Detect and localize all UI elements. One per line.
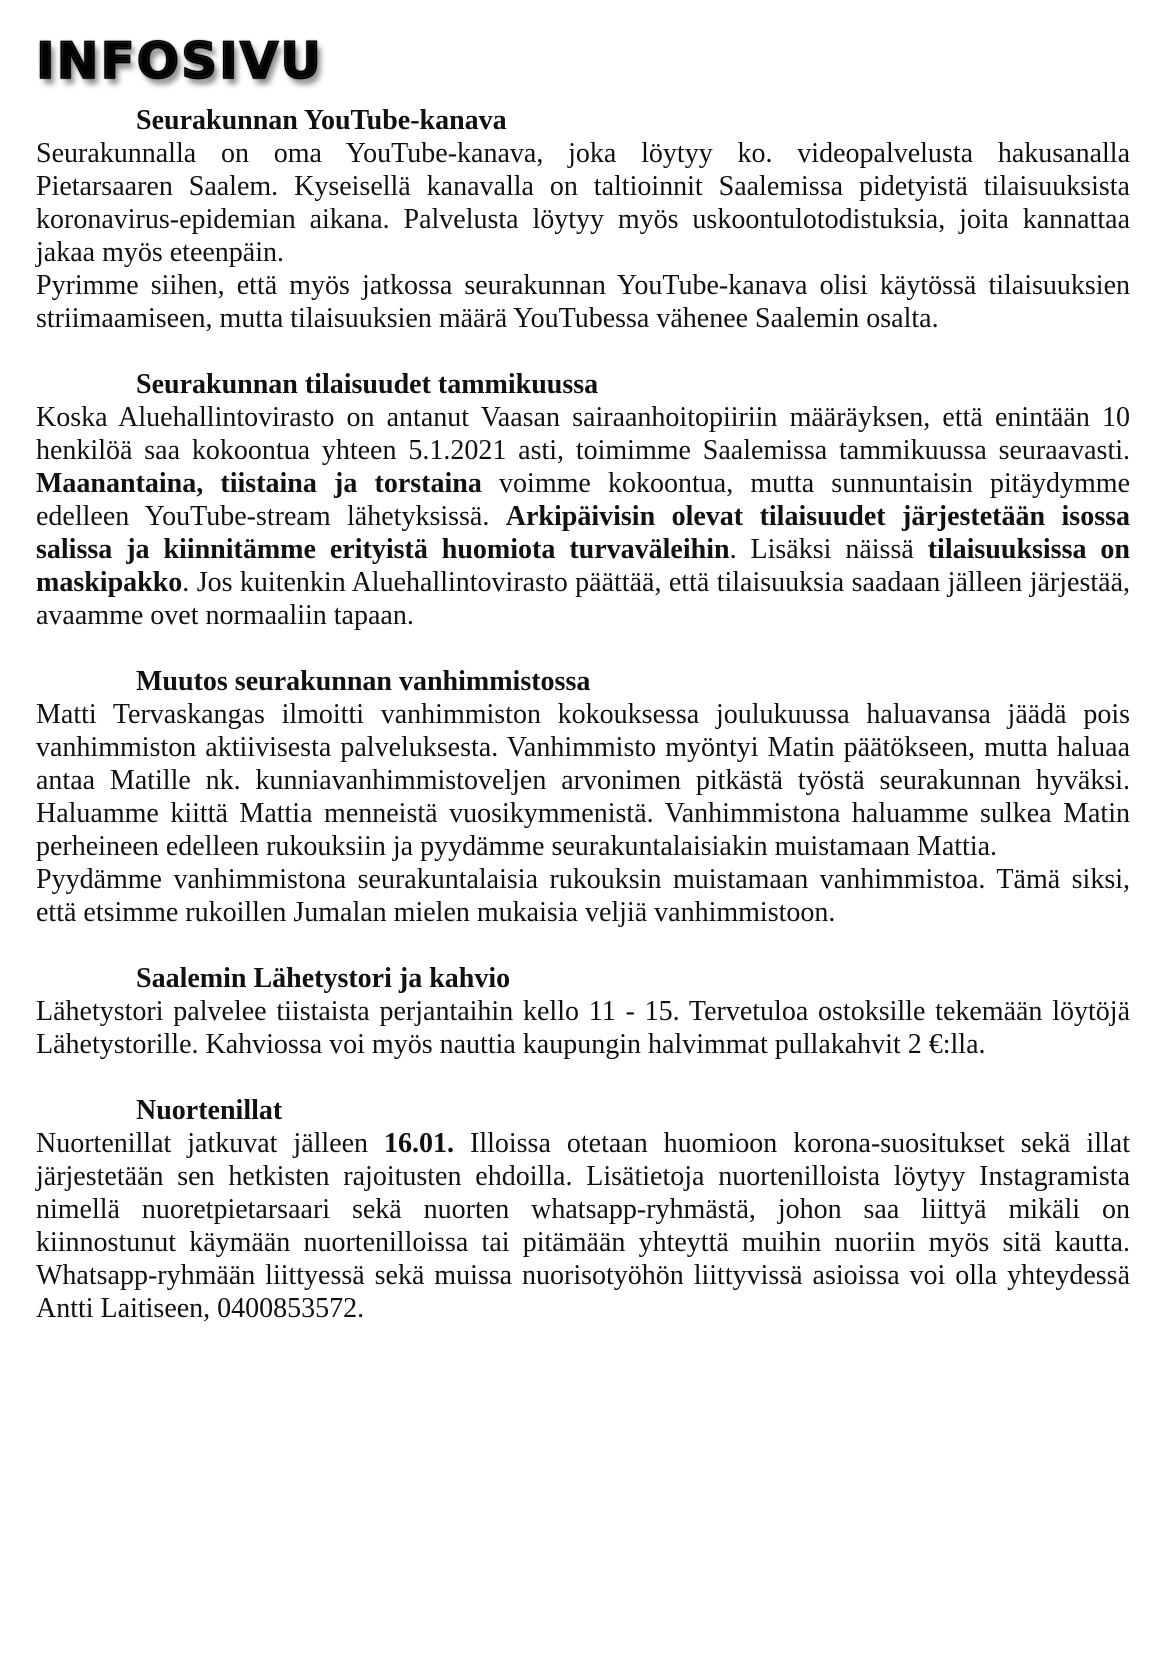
news-section [36, 368, 1130, 632]
body-text: Pyrimme siihen, että myös jatkossa seurakunnan YouTube-kanava olisi käytössä tilaisuuksien striimaamiseen, mutta tilaisuuksien määrä YouTubessa vähenee Saalemin osalta. [36, 270, 1130, 334]
body-text: Seurakunnalla on oma YouTube-kanava, joka löytyy ko. videopalvelusta hakusanalla Pietarsaaren Saalem. Kyseisellä kanavalla on taltioinnit Saalemissa pidetyistä tilaisuuksista koronavirus-epidemian aikana. Palvelusta löytyy myös uskoontulotodistuksia, joita kannattaa jakaa myös eteenpäin. [36, 138, 1130, 268]
emphasis-text: Arkipäivisin olevat tilaisuudet järjestetään isossa salissa ja kiinnitämme erityistä huomiota turvaväleihin [36, 501, 1130, 565]
emphasis-text: tilaisuuksissa on maskipakko [36, 534, 1131, 598]
section-paragraph [36, 1127, 1130, 1325]
section-heading: Seurakunnan YouTube-kanava [136, 105, 507, 136]
news-section [36, 665, 1130, 929]
news-section [36, 1094, 1130, 1325]
section-heading: Nuortenillat [136, 1095, 283, 1126]
body-text: Nuortenillat jatkuvat jälleen [36, 1128, 385, 1159]
body-text: Illoissa otetaan huomioon korona-suositukset sekä illat järjestetään sen hetkisten rajoitusten ehdoilla. Lisätietoja nuortenilloista löytyy Instagramista nimellä nuoretpietarsaari sekä nuorten whatsapp-ryhmästä, johon saa liittyä mikäli on kiinnostunut käymään nuortenilloissa tai pitämään yhteyttä muihin nuoriin myös sitä kautta. Whatsapp-ryhmään liittyessä sekä muissa nuorisotyöhön liittyvissä asioissa voi olla yhteydessä Antti Laitiseen, 0400853572. [36, 1128, 1130, 1324]
section-paragraph [36, 137, 1130, 269]
body-text: Matti Tervaskangas ilmoitti vanhimmiston kokouksessa joulukuussa haluavansa jäädä pois vanhimmiston aktiivisesta palveluksesta. Vanhimmisto myöntyi Matin päätökseen, mutta haluaa antaa Matille nk. kunniavanhimmistoveljen arvonimen pitkästä työstä seurakunnan hyväksi. Haluamme kiittä Mattia menneistä vuosikymmenistä. Vanhimmistona haluamme sulkea Matin perheineen edelleen rukouksiin ja pyydämme seurakuntalaisiakin muistamaan Mattia. [36, 699, 1130, 862]
body-text: Lähetystori palvelee tiistaista perjantaihin kello 11 - 15. Tervetuloa ostoksille tekemään löytöjä Lähetystorille. Kahviossa voi myös nauttia kaupungin halvimmat pullakahvit 2 €:lla. [36, 996, 1130, 1060]
news-section [36, 962, 1130, 1061]
body-text: . Jos kuitenkin Aluehallintovirasto päättää, että tilaisuuksia saadaan jälleen järjestää, avaamme ovet normaaliin tapaan. [36, 567, 1130, 631]
section-paragraph [36, 995, 1130, 1061]
section-paragraph [36, 698, 1130, 863]
section-heading: Seurakunnan tilaisuudet tammikuussa [136, 369, 599, 400]
article-body [36, 104, 1130, 1358]
body-text: voimme kokoontua, mutta sunnuntaisin pitäydymme edelleen YouTube-stream lähetyksissä. [36, 468, 1130, 532]
news-section [36, 104, 1130, 335]
body-text: Pyydämme vanhimmistona seurakuntalaisia rukouksin muistamaan vanhimmistoa. Tämä siksi, että etsimme rukoillen Jumalan mielen mukaisia veljiä vanhimmistoon. [36, 864, 1130, 928]
section-paragraph [36, 401, 1130, 632]
emphasis-text: Maanantaina, tiistaina ja torstaina [36, 468, 482, 499]
body-text: . Lisäksi näissä [729, 534, 928, 565]
section-paragraph [36, 863, 1130, 929]
section-heading: Muutos seurakunnan vanhimmistossa [136, 666, 591, 697]
section-heading: Saalemin Lähetystori ja kahvio [136, 963, 511, 994]
body-text: Koska Aluehallintovirasto on antanut Vaasan sairaanhoitopiiriin määräyksen, että enintään 10 henkilöä saa kokoontua yhteen 5.1.2021 asti, toimimme Saalemissa tammikuussa seuraavasti. [36, 402, 1130, 466]
section-paragraph [36, 269, 1130, 335]
emphasis-text: 16.01. [384, 1128, 455, 1159]
masthead-title: INFOSIVU [36, 26, 323, 96]
